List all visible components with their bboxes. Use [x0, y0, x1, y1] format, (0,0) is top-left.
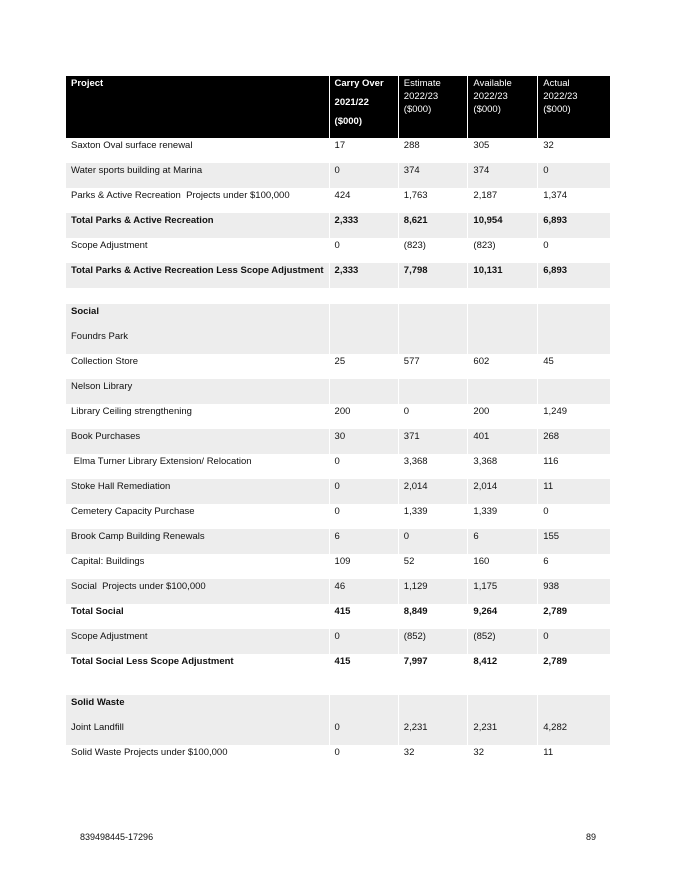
header-line: 2022/23 [473, 91, 508, 102]
section-row [66, 695, 610, 720]
cell-estimate: 52 [399, 554, 469, 579]
cell-carry-over: 25 [330, 354, 399, 379]
cell-project: Water sports building at Marina [66, 163, 330, 188]
cell-estimate: 1,339 [399, 504, 469, 529]
total-row [66, 604, 610, 629]
cell-carry-over: 0 [330, 454, 399, 479]
cell-actual: 0 [543, 506, 549, 517]
header-line: Available [473, 78, 512, 89]
total-row [66, 263, 610, 288]
cell-estimate: 1,129 [399, 579, 469, 604]
cell-actual: 2,789 [543, 656, 568, 667]
cell-project: Total Parks & Active Recreation Less Scope Adjustment [66, 263, 330, 288]
table-row [66, 504, 610, 529]
cell-project: Collection Store [66, 354, 330, 379]
header-project [66, 76, 330, 138]
table-row [66, 629, 610, 654]
cell-actual: 32 [543, 140, 554, 151]
cell-available: 10,954 [468, 213, 538, 238]
cell-available: 6 [468, 529, 538, 554]
cell-actual: 0 [538, 629, 610, 654]
header-line: Actual [543, 78, 570, 89]
cell-actual: 0 [543, 240, 549, 251]
cell-actual: 6 [543, 556, 549, 567]
cell-project: Social [66, 304, 330, 329]
header-line: Carry Over [334, 78, 384, 89]
cell-actual [538, 695, 610, 720]
total-row [66, 654, 610, 679]
cell-carry-over: 0 [330, 238, 399, 263]
table-row [66, 138, 610, 163]
cell-carry-over: 46 [330, 579, 399, 604]
cell-carry-over: 30 [330, 429, 399, 454]
table-row [66, 529, 610, 554]
header-estimate [399, 76, 469, 138]
cell-available: 10,131 [468, 263, 538, 288]
cell-carry-over: 415 [330, 654, 399, 679]
cell-project: Elma Turner Library Extension/ Relocation [66, 454, 330, 479]
cell-project [66, 679, 330, 695]
cell-actual: 2,789 [543, 606, 568, 617]
cell-actual [538, 329, 610, 354]
cell-estimate: 374 [399, 163, 469, 188]
cell-carry-over [330, 379, 399, 404]
cell-actual: 155 [538, 529, 610, 554]
header-available [468, 76, 538, 138]
header-line: Estimate [403, 78, 441, 89]
cell-carry-over: 0 [330, 745, 399, 770]
header-line: 2021/22 [334, 97, 369, 108]
header-line: ($000) [543, 104, 571, 115]
cell-available [468, 695, 538, 720]
cell-actual: 45 [543, 356, 554, 367]
header-carry-over [330, 76, 399, 138]
table-row [66, 429, 610, 454]
cell-carry-over [330, 679, 399, 695]
cell-project: Total Social Less Scope Adjustment [66, 654, 330, 679]
cell-actual: 116 [543, 456, 559, 467]
cell-estimate: 577 [399, 354, 469, 379]
cell-carry-over: 2,333 [330, 213, 399, 238]
cell-available: (852) [468, 629, 538, 654]
cell-available: (823) [468, 238, 538, 263]
table-row [66, 188, 610, 213]
cell-available: 305 [468, 138, 538, 163]
cell-project: Joint Landfill [66, 720, 330, 745]
cell-available [468, 679, 538, 695]
cell-project: Foundrs Park [66, 329, 330, 354]
cell-project [66, 288, 330, 304]
cell-carry-over: 2,333 [330, 263, 399, 288]
cell-actual: 938 [538, 579, 610, 604]
header-line: ($000) [403, 104, 432, 115]
spacer-row [66, 679, 610, 695]
cell-carry-over: 0 [330, 720, 399, 745]
header-line: Project [71, 78, 104, 89]
table-row [66, 745, 610, 770]
cell-actual: 11 [543, 747, 554, 758]
cell-actual [538, 288, 610, 304]
table-body [66, 138, 610, 770]
cell-project: Book Purchases [66, 429, 330, 454]
cell-project: Capital: Buildings [66, 554, 330, 579]
cell-available: 401 [468, 429, 538, 454]
cell-estimate: (852) [399, 629, 469, 654]
cell-project: Saxton Oval surface renewal [66, 138, 330, 163]
cell-available [468, 329, 538, 354]
cell-available: 602 [468, 354, 538, 379]
table-row [66, 238, 610, 263]
cell-estimate: 2,014 [399, 479, 469, 504]
cell-carry-over: 109 [330, 554, 399, 579]
cell-project: Total Parks & Active Recreation [66, 213, 330, 238]
table-row [66, 379, 610, 404]
cell-estimate: 32 [399, 745, 469, 770]
header-row [66, 76, 610, 138]
cell-project: Total Social [66, 604, 330, 629]
cell-actual: 6,893 [538, 263, 610, 288]
cell-project: Solid Waste [66, 695, 330, 720]
header-actual [538, 76, 610, 138]
cell-carry-over: 0 [330, 479, 399, 504]
cell-project: Solid Waste Projects under $100,000 [66, 745, 330, 770]
table-row [66, 163, 610, 188]
cell-estimate: 7,798 [399, 263, 469, 288]
cell-actual: 268 [538, 429, 610, 454]
cell-estimate: (823) [399, 238, 469, 263]
cell-estimate [399, 304, 469, 329]
cell-estimate: 3,368 [399, 454, 469, 479]
cell-actual: 1,249 [543, 406, 568, 417]
cell-available: 8,412 [468, 654, 538, 679]
section-row [66, 304, 610, 329]
cell-carry-over: 6 [330, 529, 399, 554]
cell-available: 374 [468, 163, 538, 188]
cell-carry-over [330, 329, 399, 354]
header-line: 2022/23 [543, 91, 578, 102]
total-row [66, 213, 610, 238]
table-row [66, 329, 610, 354]
cell-estimate: 0 [399, 404, 469, 429]
cell-project: Scope Adjustment [66, 629, 330, 654]
table-row [66, 354, 610, 379]
table-row [66, 579, 610, 604]
cell-estimate [399, 679, 469, 695]
cell-available: 160 [468, 554, 538, 579]
cell-available: 1,339 [468, 504, 538, 529]
cell-estimate: 7,997 [399, 654, 469, 679]
cell-actual [538, 679, 610, 695]
cell-actual: 6,893 [538, 213, 610, 238]
table-row [66, 720, 610, 745]
cell-actual: 1,374 [543, 190, 568, 201]
cell-estimate [399, 329, 469, 354]
cell-actual [538, 379, 610, 404]
cell-available: 1,175 [468, 579, 538, 604]
table-row [66, 404, 610, 429]
cell-estimate: 0 [399, 529, 469, 554]
table-row [66, 554, 610, 579]
cell-project: Parks & Active Recreation Projects under $100,000 [66, 188, 330, 213]
cell-actual: 11 [538, 479, 610, 504]
cell-project: Nelson Library [66, 379, 330, 404]
cell-carry-over: 0 [330, 163, 399, 188]
cell-estimate: 8,621 [399, 213, 469, 238]
cell-estimate: 288 [399, 138, 469, 163]
header-line: ($000) [473, 104, 501, 115]
cell-available [468, 288, 538, 304]
cell-available: 2,231 [468, 720, 538, 745]
cell-available: 9,264 [468, 604, 538, 629]
cell-estimate [399, 695, 469, 720]
cell-available [468, 304, 538, 329]
cell-project: Library Ceiling strengthening [66, 404, 330, 429]
cell-carry-over [330, 288, 399, 304]
header-line: ($000) [334, 116, 362, 127]
cell-estimate [399, 379, 469, 404]
cell-available: 2,187 [468, 188, 538, 213]
document-id: 839498445-17296 [80, 832, 154, 842]
table-header [66, 76, 610, 138]
table-row [66, 454, 610, 479]
spacer-row [66, 288, 610, 304]
cell-carry-over: 0 [330, 629, 399, 654]
cell-project: Cemetery Capacity Purchase [66, 504, 330, 529]
table-row [66, 479, 610, 504]
cell-carry-over [330, 304, 399, 329]
cell-available [468, 379, 538, 404]
cell-project: Social Projects under $100,000 [66, 579, 330, 604]
cell-estimate: 8,849 [399, 604, 469, 629]
cell-estimate: 1,763 [399, 188, 469, 213]
cell-actual: 4,282 [538, 720, 610, 745]
cell-carry-over [330, 695, 399, 720]
cell-actual [538, 304, 610, 329]
cell-carry-over: 200 [330, 404, 399, 429]
cell-carry-over: 415 [330, 604, 399, 629]
cell-carry-over: 17 [330, 138, 399, 163]
cell-project: Brook Camp Building Renewals [66, 529, 330, 554]
cell-carry-over: 424 [330, 188, 399, 213]
cell-estimate: 371 [399, 429, 469, 454]
cell-available: 2,014 [468, 479, 538, 504]
cell-available: 3,368 [468, 454, 538, 479]
page-number: 89 [586, 832, 597, 842]
cell-carry-over: 0 [330, 504, 399, 529]
cell-actual: 0 [538, 163, 610, 188]
capital-projects-table [66, 76, 610, 770]
cell-estimate: 2,231 [399, 720, 469, 745]
header-line: 2022/23 [403, 91, 439, 102]
cell-project: Scope Adjustment [66, 238, 330, 263]
cell-available: 200 [468, 404, 538, 429]
cell-available: 32 [468, 745, 538, 770]
cell-project: Stoke Hall Remediation [66, 479, 330, 504]
cell-estimate [399, 288, 469, 304]
